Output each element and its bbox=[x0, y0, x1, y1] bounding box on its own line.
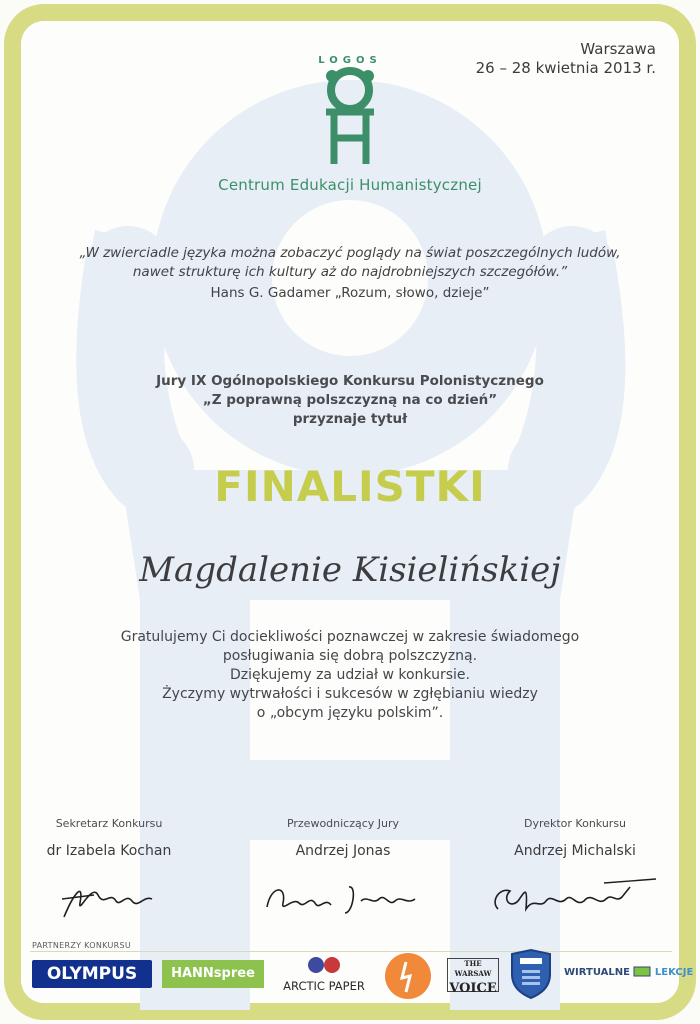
hannspree-logo: HANNspree bbox=[162, 960, 264, 988]
arctic-paper-text: ARCTIC PAPER bbox=[283, 979, 365, 993]
jury-statement bbox=[0, 372, 700, 429]
jury-line: przyznaje tytuł bbox=[292, 411, 408, 427]
signature-block-secretary bbox=[4, 817, 214, 923]
place: Warszawa bbox=[580, 40, 656, 58]
jury-line: Jury IX Ogólnopolskiego Konkursu Polonistycznego bbox=[156, 373, 544, 389]
signer-role: Przewodniczący Jury bbox=[286, 817, 400, 830]
olympus-logo: OLYMPUS bbox=[32, 960, 152, 988]
signer-name: Andrzej Jonas bbox=[295, 843, 391, 859]
quote bbox=[0, 244, 700, 282]
arctic-paper-mark-icon bbox=[306, 956, 342, 974]
handwritten-signature bbox=[480, 873, 670, 919]
sun-badge-logo-icon bbox=[382, 950, 434, 1002]
warsaw-voice-bottom: VOICE bbox=[449, 981, 497, 996]
signer-role: Dyrektor Konkursu bbox=[523, 817, 627, 830]
date: 26 – 28 kwietnia 2013 r. bbox=[475, 59, 656, 77]
quote-line: nawet strukturę ich kultury aż do najdrobniejszych szczegółów.” bbox=[132, 264, 568, 280]
partners-divider bbox=[30, 951, 672, 952]
partners-label: PARTNERZY KONKURSU bbox=[32, 941, 132, 950]
congrats-line: Gratulujemy Ci dociekliwości poznawczej w zakresie świadomego bbox=[120, 629, 580, 645]
signer-name: Andrzej Michalski bbox=[514, 843, 636, 859]
signature-block-jury-chair bbox=[238, 817, 448, 919]
lekcje-text: LEKCJE bbox=[654, 967, 694, 978]
signer-name: dr Izabela Kochan bbox=[46, 843, 172, 859]
handwritten-signature bbox=[54, 873, 164, 923]
warsaw-voice-top: THE WARSAW bbox=[454, 959, 492, 978]
signature-block-director bbox=[470, 817, 680, 919]
logos-logo bbox=[310, 50, 390, 172]
congrats-line: Życzymy wytrwałości i sukcesów w zgłębianiu wiedzy bbox=[162, 686, 538, 702]
warsaw-voice-logo bbox=[447, 958, 499, 996]
recipient-name: Magdalenie Kisielińskiej bbox=[139, 550, 561, 590]
logo-arc-text: LOGOS bbox=[318, 55, 382, 66]
handwritten-signature bbox=[253, 873, 433, 919]
congratulations-text bbox=[0, 628, 700, 723]
signer-role: Sekretarz Konkursu bbox=[55, 817, 163, 830]
wirtualne-lekcje-logo bbox=[564, 966, 693, 978]
place-date bbox=[476, 40, 656, 78]
monitor-icon bbox=[633, 966, 651, 978]
congrats-line: Dziękujemy za udział w konkursie. bbox=[230, 667, 470, 683]
congrats-line: posługiwania się dobrą polszczyzną. bbox=[222, 648, 478, 664]
organization-name: Centrum Edukacji Humanistycznej bbox=[218, 176, 482, 194]
jury-line: „Z poprawną polszczyzną na co dzień” bbox=[202, 392, 498, 408]
arctic-paper-logo bbox=[272, 956, 376, 993]
quote-line: „W zwierciadle języka można zobaczyć poglądy na świat poszczególnych ludów, bbox=[79, 245, 621, 261]
wirtualne-text: WIRTUALNE bbox=[564, 967, 630, 978]
award-title: FINALISTKI bbox=[214, 462, 486, 511]
shield-badge-logo-icon bbox=[508, 948, 554, 1000]
quote-source: Hans G. Gadamer „Rozum, słowo, dzieje” bbox=[210, 285, 490, 301]
congrats-line: o „obcym języku polskim”. bbox=[256, 705, 444, 721]
